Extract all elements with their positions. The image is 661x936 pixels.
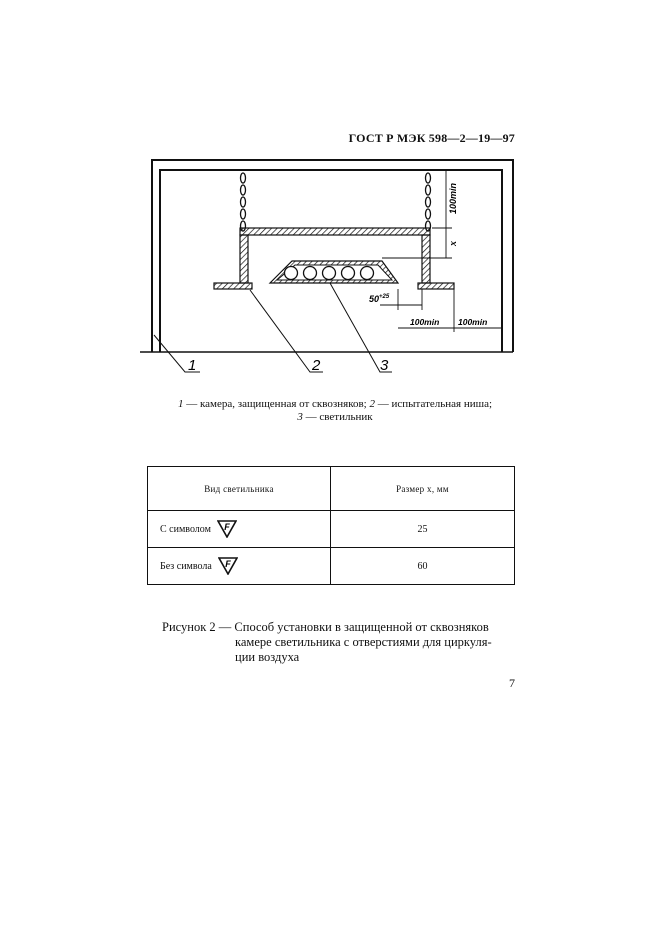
table-header-row bbox=[148, 467, 515, 511]
suspension-chain-left bbox=[241, 173, 246, 231]
header-luminaire-type: Вид светильника bbox=[148, 467, 331, 511]
suspension-chain-right bbox=[426, 173, 431, 231]
figure-legend-line-2: 3 — светильник bbox=[297, 411, 373, 423]
page-number: 7 bbox=[509, 676, 515, 690]
figure-caption bbox=[162, 620, 522, 665]
type-label: С символом bbox=[160, 523, 211, 535]
size-value: 60 bbox=[331, 548, 515, 585]
x-dimension-label: x bbox=[448, 241, 459, 246]
f-symbol-icon bbox=[218, 557, 238, 575]
callout-2: 2 bbox=[312, 357, 321, 374]
callout-1: 1 bbox=[188, 357, 197, 374]
caption-line-3: ции воздуха bbox=[235, 650, 300, 664]
installation-diagram bbox=[140, 150, 520, 380]
chain-gap-label: 100min bbox=[448, 182, 458, 214]
tolerance-label: $50^{+25}$ bbox=[369, 294, 390, 304]
svg-text:F: F bbox=[225, 559, 231, 569]
side-gap-label-1: 100min bbox=[410, 317, 440, 327]
luminaire bbox=[270, 261, 398, 283]
caption-line-1: Рисунок 2 — Способ установки в защищенной от сквозняков bbox=[162, 620, 489, 634]
size-value: 25 bbox=[331, 511, 515, 548]
f-symbol-icon bbox=[217, 520, 237, 538]
side-gap-label-2: 100min bbox=[458, 317, 488, 327]
table-row bbox=[148, 511, 515, 548]
callout-3: 3 bbox=[380, 357, 389, 374]
dimension-lines bbox=[380, 170, 502, 332]
caption-line-2: камере светильника с отверстиями для циркуля- bbox=[235, 635, 492, 649]
luminaire-size-table bbox=[147, 466, 515, 585]
table-row bbox=[148, 548, 515, 585]
type-label: Без символа bbox=[160, 560, 212, 572]
figure-legend-line-1: 1 — камера, защищенная от сквозняков; 2 — испытательная ниша; bbox=[177, 398, 493, 410]
svg-text:F: F bbox=[224, 522, 230, 532]
header-size-x: Размер x, мм bbox=[331, 467, 515, 511]
standard-header: ГОСТ Р МЭК 598—2—19—97 bbox=[348, 131, 515, 145]
